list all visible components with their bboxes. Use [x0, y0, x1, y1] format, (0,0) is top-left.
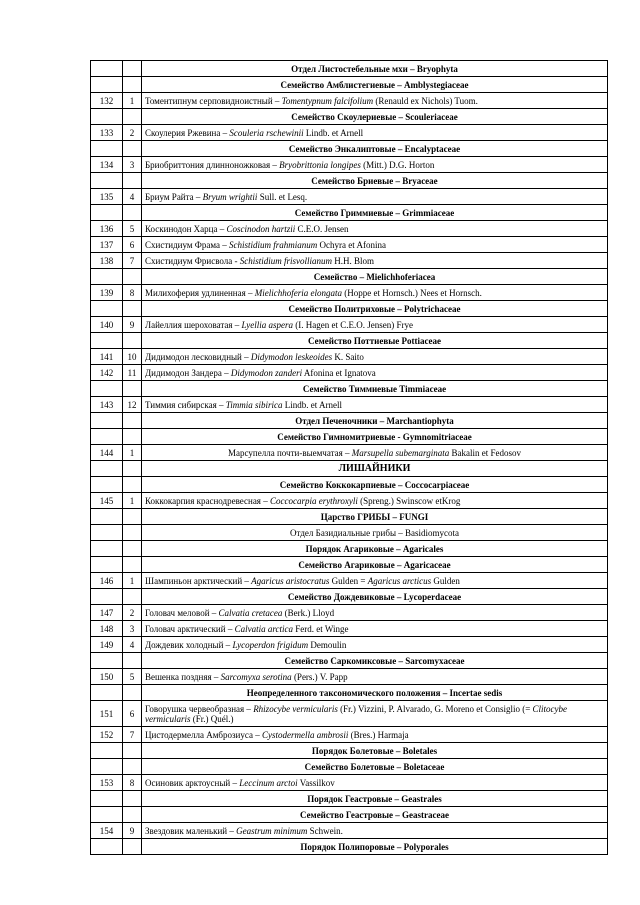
family-number-cell: [123, 791, 142, 807]
row-number-cell: [91, 477, 123, 493]
species-text: Схистидиум Фрама –: [145, 239, 230, 250]
species-text: Головач арктический –: [145, 623, 235, 634]
latin-name: Didymodon zanderi: [230, 367, 303, 378]
family-number-cell: [123, 839, 142, 855]
family-number-cell: [123, 477, 142, 493]
row-number-cell: [91, 269, 123, 285]
species-row: [91, 221, 608, 237]
row-number-cell: [91, 743, 123, 759]
species-row: [91, 727, 608, 743]
species-text: Schwein.: [307, 825, 343, 836]
row-number-cell: 148: [91, 621, 123, 637]
latin-name: Scouleria rschewinii: [229, 127, 304, 138]
species-name-cell: [142, 221, 608, 237]
species-name-cell: [142, 637, 608, 653]
row-number-cell: 134: [91, 157, 123, 173]
species-row: [91, 573, 608, 589]
latin-name: Agaricus arcticus: [367, 575, 432, 586]
section-header-row: [91, 429, 608, 445]
family-number-cell: [123, 759, 142, 775]
row-number-cell: [91, 109, 123, 125]
species-row: [91, 237, 608, 253]
row-number-cell: 139: [91, 285, 123, 301]
species-text: Sull. et Lesq.: [257, 191, 308, 202]
section-header: Семейство Амблистегиевые – Amblystegiaceae: [142, 77, 608, 93]
species-row: [91, 397, 608, 413]
row-number-cell: [91, 541, 123, 557]
latin-name: Timmia sibirica: [225, 399, 283, 410]
section-header: Семейство Коккокарпиевые – Coccocarpiaceae: [142, 477, 608, 493]
row-number-cell: [91, 509, 123, 525]
family-number-cell: [123, 461, 142, 477]
species-name-cell: [142, 669, 608, 685]
species-text: Милихоферия удлиненная –: [145, 287, 255, 298]
section-header: Порядок Болетовые – Boletales: [142, 743, 608, 759]
section-header-row: [91, 839, 608, 855]
species-text: (Spreng.) Swinscow etKrog: [357, 495, 461, 506]
row-number-cell: [91, 413, 123, 429]
species-row: [91, 775, 608, 791]
latin-name: Calvatia cretacea: [218, 607, 283, 618]
species-row: [91, 253, 608, 269]
section-header-row: [91, 333, 608, 349]
section-header: Порядок Агариковые – Agaricales: [142, 541, 608, 557]
row-number-cell: 151: [91, 701, 123, 727]
species-text: Томентипнум серповидноистный –: [145, 95, 282, 106]
species-text: (Fr.) Vizzini, P. Alvarado, G. Moreno et Consiglio (=: [337, 703, 533, 714]
section-header-row: [91, 589, 608, 605]
section-header-row: [91, 461, 608, 477]
species-row: [91, 157, 608, 173]
species-row: [91, 349, 608, 365]
latin-name: Coscinodon hartzii: [226, 223, 296, 234]
species-text: Дидимодон Зандера –: [145, 367, 231, 378]
family-number-cell: [123, 109, 142, 125]
species-text: Бриум Райта –: [145, 191, 203, 202]
row-number-cell: [91, 429, 123, 445]
family-number-cell: 6: [123, 701, 142, 727]
section-header: Семейство Агариковые – Agaricaceae: [142, 557, 608, 573]
row-number-cell: [91, 759, 123, 775]
species-text: Gulden: [431, 575, 460, 586]
section-header-row: [91, 477, 608, 493]
row-number-cell: [91, 589, 123, 605]
family-number-cell: 6: [123, 237, 142, 253]
family-number-cell: 9: [123, 823, 142, 839]
row-number-cell: [91, 807, 123, 823]
section-header-row: [91, 807, 608, 823]
row-number-cell: [91, 173, 123, 189]
latin-name: Cystodermella ambrosii: [261, 729, 349, 740]
row-number-cell: [91, 205, 123, 221]
row-number-cell: 149: [91, 637, 123, 653]
species-name-cell: [142, 493, 608, 509]
family-number-cell: 1: [123, 573, 142, 589]
family-number-cell: 2: [123, 125, 142, 141]
row-number-cell: 154: [91, 823, 123, 839]
section-header-row: [91, 413, 608, 429]
family-number-cell: 5: [123, 221, 142, 237]
species-row: [91, 365, 608, 381]
family-number-cell: [123, 381, 142, 397]
family-number-cell: [123, 743, 142, 759]
section-header-row: [91, 509, 608, 525]
section-header-row: [91, 109, 608, 125]
species-row: [91, 317, 608, 333]
species-text: Цистодермелла Амброзиуса –: [145, 729, 262, 740]
section-header: Царство ГРИБЫ – FUNGI: [142, 509, 608, 525]
row-number-cell: 137: [91, 237, 123, 253]
section-header-row: [91, 653, 608, 669]
row-number-cell: [91, 77, 123, 93]
species-name-cell: [142, 125, 608, 141]
species-text: Коскинодон Харца –: [145, 223, 227, 234]
row-number-cell: 144: [91, 445, 123, 461]
latin-name: Coccocarpia erythroxyli: [269, 495, 358, 506]
species-row: [91, 189, 608, 205]
family-number-cell: 4: [123, 189, 142, 205]
species-text: Шампиньон арктический –: [145, 575, 252, 586]
family-number-cell: [123, 557, 142, 573]
species-text: Скоулерия Ржевина –: [145, 127, 230, 138]
species-row: [91, 445, 608, 461]
section-header: Отдел Базидиальные грибы – Basidiomycota: [142, 525, 608, 541]
family-number-cell: [123, 525, 142, 541]
species-name-cell: [142, 317, 608, 333]
species-name-cell: [142, 573, 608, 589]
row-number-cell: [91, 61, 123, 77]
row-number-cell: 138: [91, 253, 123, 269]
section-header: Семейство Дождевиковые – Lycoperdaceae: [142, 589, 608, 605]
family-number-cell: [123, 269, 142, 285]
section-header: Семейство Геастровые – Geastraceae: [142, 807, 608, 823]
species-row: [91, 669, 608, 685]
species-text: Схистидиум Фрисвола -: [145, 255, 240, 266]
species-name-cell: [142, 253, 608, 269]
row-number-cell: [91, 791, 123, 807]
species-name-cell: [142, 349, 608, 365]
section-header-row: [91, 743, 608, 759]
species-name-cell: [142, 775, 608, 791]
row-number-cell: 152: [91, 727, 123, 743]
species-text: Ferd. et Winge: [293, 623, 349, 634]
section-header: Семейство Болетовые – Boletaceae: [142, 759, 608, 775]
species-row: [91, 285, 608, 301]
section-header: Семейство Политриховые – Polytrichaceae: [142, 301, 608, 317]
row-number-cell: 150: [91, 669, 123, 685]
row-number-cell: 133: [91, 125, 123, 141]
row-number-cell: 147: [91, 605, 123, 621]
family-number-cell: [123, 301, 142, 317]
row-number-cell: 132: [91, 93, 123, 109]
row-number-cell: [91, 301, 123, 317]
latin-name: Agaricus aristocratus: [251, 575, 330, 586]
latin-name: Schistidium frahmianum: [229, 239, 318, 250]
family-number-cell: 9: [123, 317, 142, 333]
section-header: Отдел Листостебельные мхи – Bryophyta: [142, 61, 608, 77]
section-header: Семейство Скоулериевые – Scouleriaceae: [142, 109, 608, 125]
row-number-cell: 140: [91, 317, 123, 333]
section-header: Семейство Гимномитриевые - Gymnomitriaceae: [142, 429, 608, 445]
family-number-cell: [123, 653, 142, 669]
family-number-cell: 7: [123, 727, 142, 743]
row-number-cell: [91, 839, 123, 855]
latin-name: Calvatia arctica: [234, 623, 293, 634]
section-header-row: [91, 759, 608, 775]
species-text: (Renauld ex Nichols) Tuom.: [373, 95, 478, 106]
section-header: ЛИШАЙНИКИ: [142, 461, 608, 477]
family-number-cell: [123, 807, 142, 823]
family-number-cell: 2: [123, 605, 142, 621]
family-number-cell: 3: [123, 621, 142, 637]
row-number-cell: 136: [91, 221, 123, 237]
section-header: Семейство Поттиевые Pottiaceae: [142, 333, 608, 349]
species-name-cell: [142, 189, 608, 205]
section-header: Семейство Тиммиевые Timmiaceae: [142, 381, 608, 397]
species-row: [91, 125, 608, 141]
species-text: (Berk.) Lloyd: [282, 607, 335, 618]
latin-name: Tomentypnum falcifolium: [281, 95, 374, 106]
latin-name: Marsupella subemarginata: [351, 447, 450, 458]
row-number-cell: [91, 333, 123, 349]
latin-name: Sarcomyxa serotina: [220, 671, 292, 682]
section-header-row: [91, 685, 608, 701]
species-text: Лайеллия шероховатая –: [145, 319, 242, 330]
species-row: [91, 621, 608, 637]
row-number-cell: 142: [91, 365, 123, 381]
species-text: (Hoppe et Hornsch.) Nees et Hornsch.: [341, 287, 482, 298]
family-number-cell: 3: [123, 157, 142, 173]
section-header-row: [91, 301, 608, 317]
species-name-cell: [142, 285, 608, 301]
family-number-cell: 11: [123, 365, 142, 381]
species-text: H.H. Blom: [332, 255, 375, 266]
species-text: Вешенка поздняя –: [145, 671, 221, 682]
species-text: Звездовик маленький –: [145, 825, 237, 836]
latin-name: Lyellia aspera: [241, 319, 294, 330]
latin-name: Mielichhoferia elongata: [254, 287, 342, 298]
section-header-row: [91, 77, 608, 93]
family-number-cell: 10: [123, 349, 142, 365]
latin-name: Bryum wrightii: [202, 191, 258, 202]
species-row: [91, 93, 608, 109]
family-number-cell: [123, 685, 142, 701]
family-number-cell: [123, 413, 142, 429]
species-table: [90, 60, 608, 855]
row-number-cell: 143: [91, 397, 123, 413]
family-number-cell: [123, 173, 142, 189]
section-header-row: [91, 61, 608, 77]
family-number-cell: 8: [123, 285, 142, 301]
row-number-cell: [91, 141, 123, 157]
species-name-cell: [142, 445, 608, 461]
species-text: Lindb. et Arnell: [303, 127, 364, 138]
row-number-cell: [91, 685, 123, 701]
section-header: Семейство Гриммиевые – Grimmiaceae: [142, 205, 608, 221]
family-number-cell: [123, 205, 142, 221]
family-number-cell: [123, 333, 142, 349]
family-number-cell: [123, 541, 142, 557]
species-text: Demoulin: [308, 639, 347, 650]
row-number-cell: [91, 557, 123, 573]
section-header-row: [91, 269, 608, 285]
family-number-cell: 4: [123, 637, 142, 653]
family-number-cell: 12: [123, 397, 142, 413]
family-number-cell: 5: [123, 669, 142, 685]
section-header-row: [91, 541, 608, 557]
species-row: [91, 493, 608, 509]
section-header: Семейство Энкалиптовые – Encalyptaceae: [142, 141, 608, 157]
species-text: Головач меловой –: [145, 607, 219, 618]
row-number-cell: 146: [91, 573, 123, 589]
family-number-cell: 7: [123, 253, 142, 269]
section-header-row: [91, 205, 608, 221]
row-number-cell: 153: [91, 775, 123, 791]
section-header-row: [91, 557, 608, 573]
species-row: [91, 605, 608, 621]
species-text: (Pers.) V. Papp: [291, 671, 348, 682]
family-number-cell: 1: [123, 445, 142, 461]
species-name-cell: [142, 823, 608, 839]
species-text: (Fr.) Quél.): [190, 713, 234, 724]
latin-name: Didymodon leskeoides: [250, 351, 333, 362]
species-text: C.E.O. Jensen: [295, 223, 349, 234]
section-header: Семейство Бриевые – Bryaceae: [142, 173, 608, 189]
family-number-cell: [123, 77, 142, 93]
species-name-cell: [142, 727, 608, 743]
row-number-cell: [91, 381, 123, 397]
family-number-cell: 8: [123, 775, 142, 791]
family-number-cell: [123, 141, 142, 157]
species-text: Bakalin et Fedosov: [449, 447, 521, 458]
species-text: Gulden =: [329, 575, 368, 586]
species-text: Дидимодон лесковидный –: [145, 351, 251, 362]
species-name-cell: [142, 365, 608, 381]
species-row: [91, 823, 608, 839]
species-text: Марсупелла почти-выемчатая –: [228, 447, 352, 458]
family-number-cell: [123, 509, 142, 525]
species-text: (Mitt.) D.G. Horton: [360, 159, 435, 170]
row-number-cell: 135: [91, 189, 123, 205]
family-number-cell: [123, 589, 142, 605]
section-header-row: [91, 381, 608, 397]
species-row: [91, 637, 608, 653]
section-header-row: [91, 141, 608, 157]
section-header-row: [91, 525, 608, 541]
section-header: Порядок Полипоровые – Polyporales: [142, 839, 608, 855]
species-name-cell: [142, 93, 608, 109]
species-text: Осиновик арктоусный –: [145, 777, 240, 788]
species-text: (I. Hagen et C.E.O. Jensen) Frye: [293, 319, 413, 330]
family-number-cell: 1: [123, 493, 142, 509]
latin-name: Bryobrittonia longipes: [279, 159, 361, 170]
species-text: K. Saito: [332, 351, 364, 362]
row-number-cell: [91, 525, 123, 541]
section-header: Семейство Саркомиксовые – Sarcomyxaceae: [142, 653, 608, 669]
species-row: [91, 701, 608, 727]
row-number-cell: 141: [91, 349, 123, 365]
section-header-row: [91, 173, 608, 189]
latin-name: Geastrum minimum: [236, 825, 308, 836]
latin-name: Leccinum arctoi: [239, 777, 298, 788]
species-text: (Bres.) Harmaja: [348, 729, 409, 740]
species-text: Бриобриттония длинноножковая –: [145, 159, 280, 170]
species-table-body: [91, 61, 608, 855]
section-header: Порядок Геастровые – Geastrales: [142, 791, 608, 807]
species-name-cell: [142, 621, 608, 637]
latin-name: Rhizocybe vermicularis: [253, 703, 338, 714]
section-header: Семейство – Mielichhoferiacea: [142, 269, 608, 285]
species-name-cell: [142, 605, 608, 621]
section-header-row: [91, 791, 608, 807]
family-number-cell: [123, 61, 142, 77]
row-number-cell: [91, 653, 123, 669]
row-number-cell: 145: [91, 493, 123, 509]
species-text: Lindb. et Arnell: [282, 399, 343, 410]
latin-name: Lycoperdon frigidum: [232, 639, 309, 650]
species-text: Vassilkov: [297, 777, 335, 788]
species-name-cell: [142, 237, 608, 253]
species-text: Тиммия сибирская –: [145, 399, 226, 410]
family-number-cell: 1: [123, 93, 142, 109]
species-name-cell: [142, 157, 608, 173]
species-text: Ochyra et Afonina: [317, 239, 387, 250]
latin-name: Schistidium frisvollianum: [239, 255, 333, 266]
species-text: Коккокарпия краснодревесная –: [145, 495, 270, 506]
latin-name: Clitocybe vermicularis: [145, 703, 568, 724]
section-header: Отдел Печеночники – Marchantiophyta: [142, 413, 608, 429]
row-number-cell: [91, 461, 123, 477]
family-number-cell: [123, 429, 142, 445]
species-text: Дождевик холодный –: [145, 639, 233, 650]
species-text: Afonina et Ignatova: [302, 367, 376, 378]
species-name-cell: [142, 701, 608, 727]
species-name-cell: [142, 397, 608, 413]
section-header: Неопределенного таксономического положения – Incertae sedis: [142, 685, 608, 701]
species-text: Говорушка червеобразная –: [145, 703, 254, 714]
